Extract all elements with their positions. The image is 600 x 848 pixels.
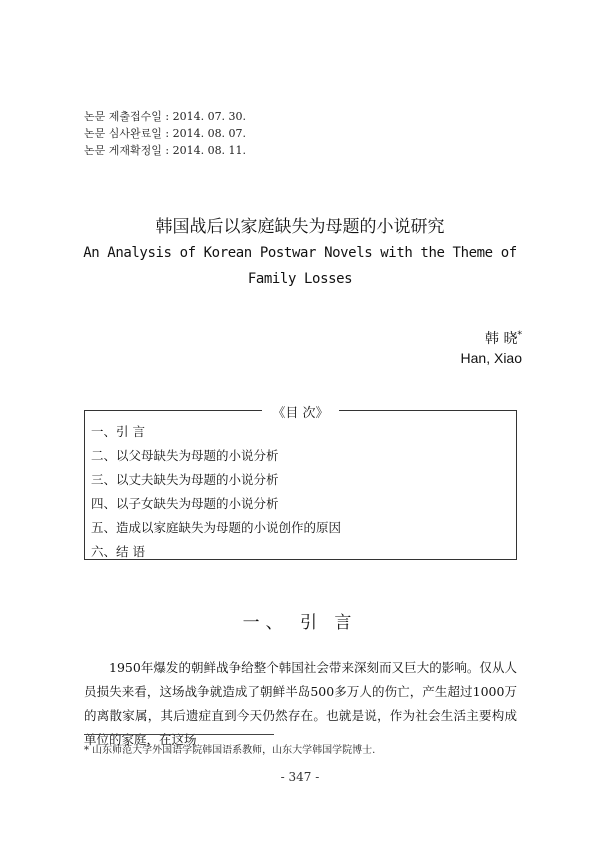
body-text (84, 656, 517, 752)
toc-item: 二、以父母缺失为母题的小说分析 (91, 448, 279, 463)
author-name-chinese (485, 328, 522, 348)
author-name-chinese-text: 韩 晓 (485, 331, 518, 347)
footnote: * 山东师范大学外国语学院韩国语系教师，山东大学韩国学院博士. (84, 745, 376, 756)
toc-item: 五、造成以家庭缺失为母题的小说创作的原因 (91, 520, 342, 535)
paper-title-english: An Analysis of Korean Postwar Novels with the Theme of Family Losses (83, 245, 517, 287)
toc-list (91, 420, 341, 564)
page-number: - 347 - (280, 770, 320, 784)
section-heading: 一、 引 言 (242, 613, 358, 633)
toc-heading (85, 402, 516, 421)
toc-item: 四、以子女缺失为母题的小说分析 (91, 496, 279, 511)
paper-title-chinese: 韩国战后以家庭缺失为母题的小说研究 (155, 217, 445, 237)
toc-item: 一、引 言 (91, 424, 145, 439)
table-of-contents (84, 406, 517, 560)
footnote-mark: * (517, 330, 522, 341)
acceptance-date-line: 논문 게재확정일 : 2014. 08. 11. (84, 144, 247, 157)
toc-item: 三、以丈夫缺失为母题的小说分析 (91, 472, 279, 487)
author-name-english: Han, Xiao (460, 350, 522, 366)
submission-date-line: 논문 제출접수일 : 2014. 07. 30. (84, 110, 247, 123)
review-date-line: 논문 심사완료일 : 2014. 08. 07. (84, 127, 247, 140)
toc-item: 六、结 语 (91, 544, 145, 559)
footnote-divider (84, 734, 274, 735)
submission-dates (84, 108, 246, 159)
toc-heading-text: 《目 次》 (262, 406, 338, 421)
body-paragraph: 1950年爆发的朝鲜战争给整个韩国社会带来深刻而又巨大的影响。仅从人员损失来看，这场战争就造成了朝鲜半岛500多万人的伤亡，产生超过1000万的离散家属，其后遗症直到今天仍然存在。也就是说，作为社会生活主要构成单位的家庭，在这场 (84, 660, 517, 747)
